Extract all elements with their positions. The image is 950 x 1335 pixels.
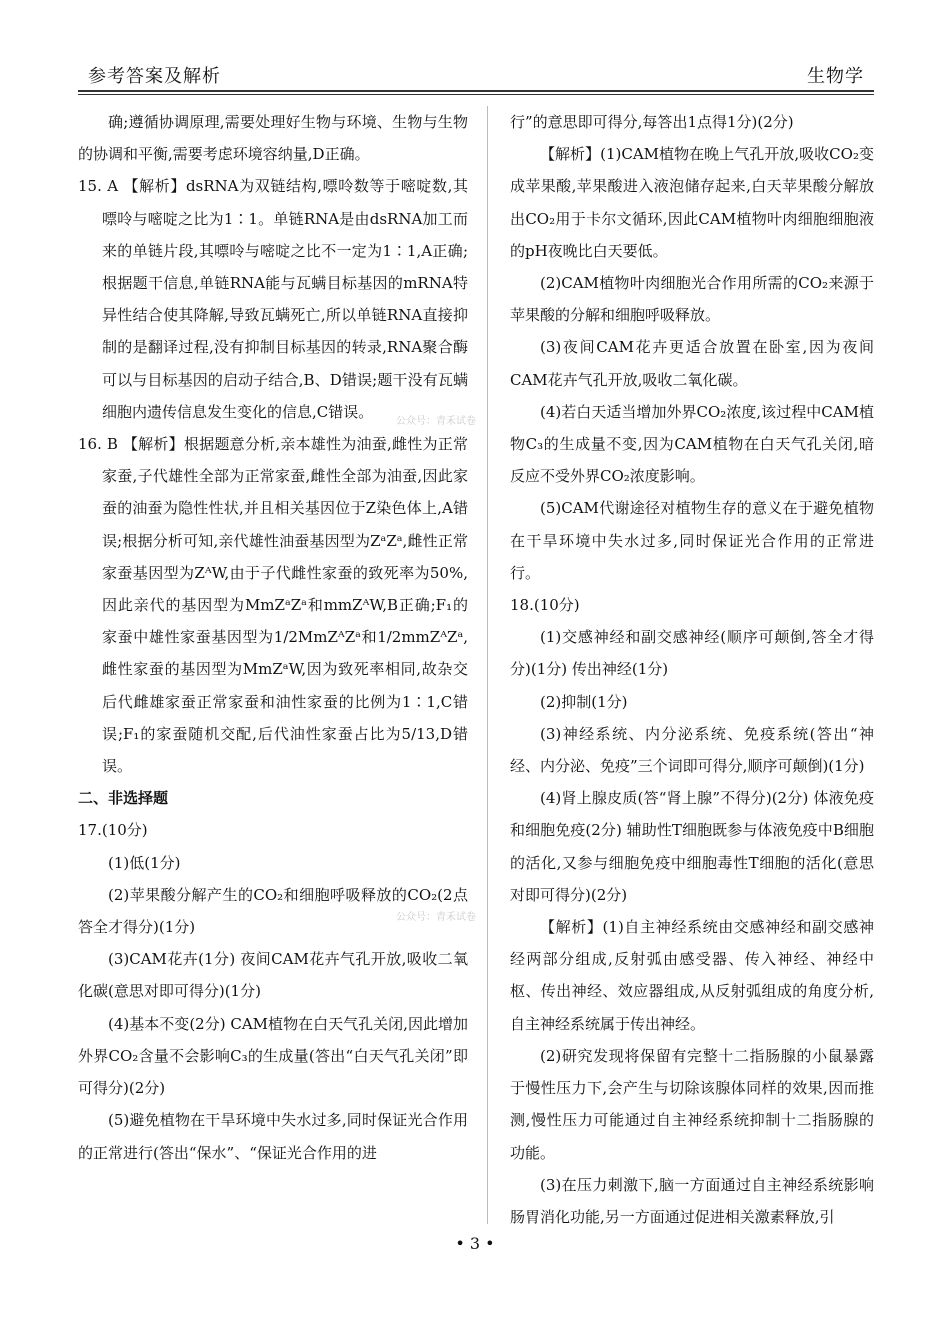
header-title: 参考答案及解析 xyxy=(88,66,221,87)
paragraph: 17.(10分) xyxy=(78,821,148,840)
paragraph: (2)苹果酸分解产生的CO₂和细胞呼吸释放的CO₂(2点答全才得分)(1分) xyxy=(78,885,468,937)
paragraph: (3)在压力刺激下,脑一方面通过自主神经系统影响肠胃消化功能,另一方面通过促进相关激素释放,引 xyxy=(510,1175,874,1226)
paragraph: (2)抑制(1分) xyxy=(540,692,628,711)
paragraph: (3)CAM花卉(1分) 夜间CAM花卉气孔开放,吸收二氧化碳(意思对即可得分)(1分) xyxy=(78,950,468,1001)
paragraph: (1)低(1分) xyxy=(108,853,181,872)
paragraph: 【解析】(1)CAM植物在晚上气孔开放,吸收CO₂变成苹果酸,苹果酸进入液泡储存起来,白天苹果酸分解放出CO₂用于卡尔文循环,因此CAM植物叶肉细胞细胞液的pH夜晚比白天要低。 xyxy=(510,145,874,260)
paragraph: 18.(10分) xyxy=(510,596,580,615)
watermark: 公众号：青禾试卷 xyxy=(396,416,476,427)
header-rule-thin xyxy=(78,94,874,95)
paragraph: (2)CAM植物叶肉细胞光合作用所需的CO₂来源于苹果酸的分解和细胞呼吸释放。 xyxy=(510,274,874,325)
paragraph: (3)神经系统、内分泌系统、免疫系统(答出“神经、内分泌、免疫”三个词即可得分,顺序可颠倒)(1分) xyxy=(510,724,874,776)
paragraph: 【解析】(1)自主神经系统由交感神经和副交感神经两部分组成,反射弧由感受器、传入神经、神经中枢、传出神经、效应器组成,从反射弧组成的角度分析,自主神经系统属于传出神经。 xyxy=(510,918,874,1033)
paragraph: (4)基本不变(2分) CAM植物在白天气孔关闭,因此增加外界CO₂含量不会影响C₃的生成量(答出“白天气孔关闭”即可得分)(2分) xyxy=(78,1014,468,1098)
paragraph: 行”的意思即可得分,每答出1点得1分)(2分) xyxy=(510,113,794,131)
paragraph: 确;遵循协调原理,需要处理好生物与环境、生物与生物的协调和平衡,需要考虑环境容纳量,D正确。 xyxy=(78,113,468,164)
paragraph: (5)CAM代谢途径对植物生存的意义在于避免植物在干旱环境中失水过多,同时保证光合作用的正常进行。 xyxy=(510,499,874,582)
paragraph: 16. B 【解析】根据题意分析,亲本雄性为油蚕,雌性为正常家蚕,子代雄性全部为正常家蚕,雌性全部为油蚕,因此家蚕的油蚕为隐性性状,并且相关基因位于Z染色体上,A错误;根据分析可知,亲代雄性油蚕基因型为ZᵃZᵃ,雌性正常家蚕基因型为ZᴬW,由于子代雌性家蚕的致死率为50%,因此亲代的基因型为MmZᵃZᵃ和mmZᴬW,B正确;F₁的家蚕中雄性家蚕基因型为1/2MmZᴬZᵃ和1/2mmZᴬZᵃ,雌性家蚕的基因型为MmZᵃW,因为致死率相同,故杂交后代雌雄家蚕正常家蚕和油性家蚕的比例为1∶1,C错误;F₁的家蚕随机交配,后代油性家蚕占比为5/13,D错误。 xyxy=(78,435,468,776)
column-divider xyxy=(487,106,488,1224)
paragraph: (4)肾上腺皮质(答“肾上腺”不得分)(2分) 体液免疫和细胞免疫(2分) 辅助性T细胞既参与体液免疫中B细胞的活化,又参与细胞免疫中细胞毒性T细胞的活化(意思对即可得分)(2分) xyxy=(510,789,874,904)
paragraph: (3)夜间CAM花卉更适合放置在卧室,因为夜间CAM花卉气孔开放,吸收二氧化碳。 xyxy=(510,338,874,389)
paragraph: (4)若白天适当增加外界CO₂浓度,该过程中CAM植物C₃的生成量不变,因为CAM植物在白天气孔关闭,暗反应不受外界CO₂浓度影响。 xyxy=(510,402,874,486)
page-header xyxy=(78,58,874,94)
paragraph: (1)交感神经和副交感神经(顺序可颠倒,答全才得分)(1分) 传出神经(1分) xyxy=(510,628,874,679)
left-column xyxy=(78,106,468,1169)
paragraph: (5)避免植物在干旱环境中失水过多,同时保证光合作用的正常进行(答出“保水”、“保证光合作用的进 xyxy=(78,1111,468,1162)
paragraph: 二、非选择题 xyxy=(78,789,169,808)
paragraph: 15. A 【解析】dsRNA为双链结构,嘌呤数等于嘧啶数,其嘌呤与嘧啶之比为1∶1。单链RNA是由dsRNA加工而来的单链片段,其嘌呤与嘧啶之比不一定为1∶1,A正确;根据题干信息,单链RNA能与瓦螨目标基因的mRNA特异性结合使其降解,导致瓦螨死亡,所以单链RNA直接抑制的是翻译过程,没有抑制目标基因的转录,RNA聚合酶可以与目标基因的启动子结合,B、D错误;题干没有瓦螨细胞内遗传信息发生变化的信息,C错误。 xyxy=(78,177,468,421)
right-column xyxy=(510,106,874,1233)
header-subject: 生物学 xyxy=(807,66,864,87)
watermark: 公众号：青禾试卷 xyxy=(396,912,476,923)
paragraph: (2)研究发现将保留有完整十二指肠腺的小鼠暴露于慢性压力下,会产生与切除该腺体同样的效果,因而推测,慢性压力可能通过自主神经系统抑制十二指肠腺的功能。 xyxy=(510,1046,874,1162)
page-number: • 3 • xyxy=(455,1234,495,1253)
header-rule-thick xyxy=(78,90,874,92)
